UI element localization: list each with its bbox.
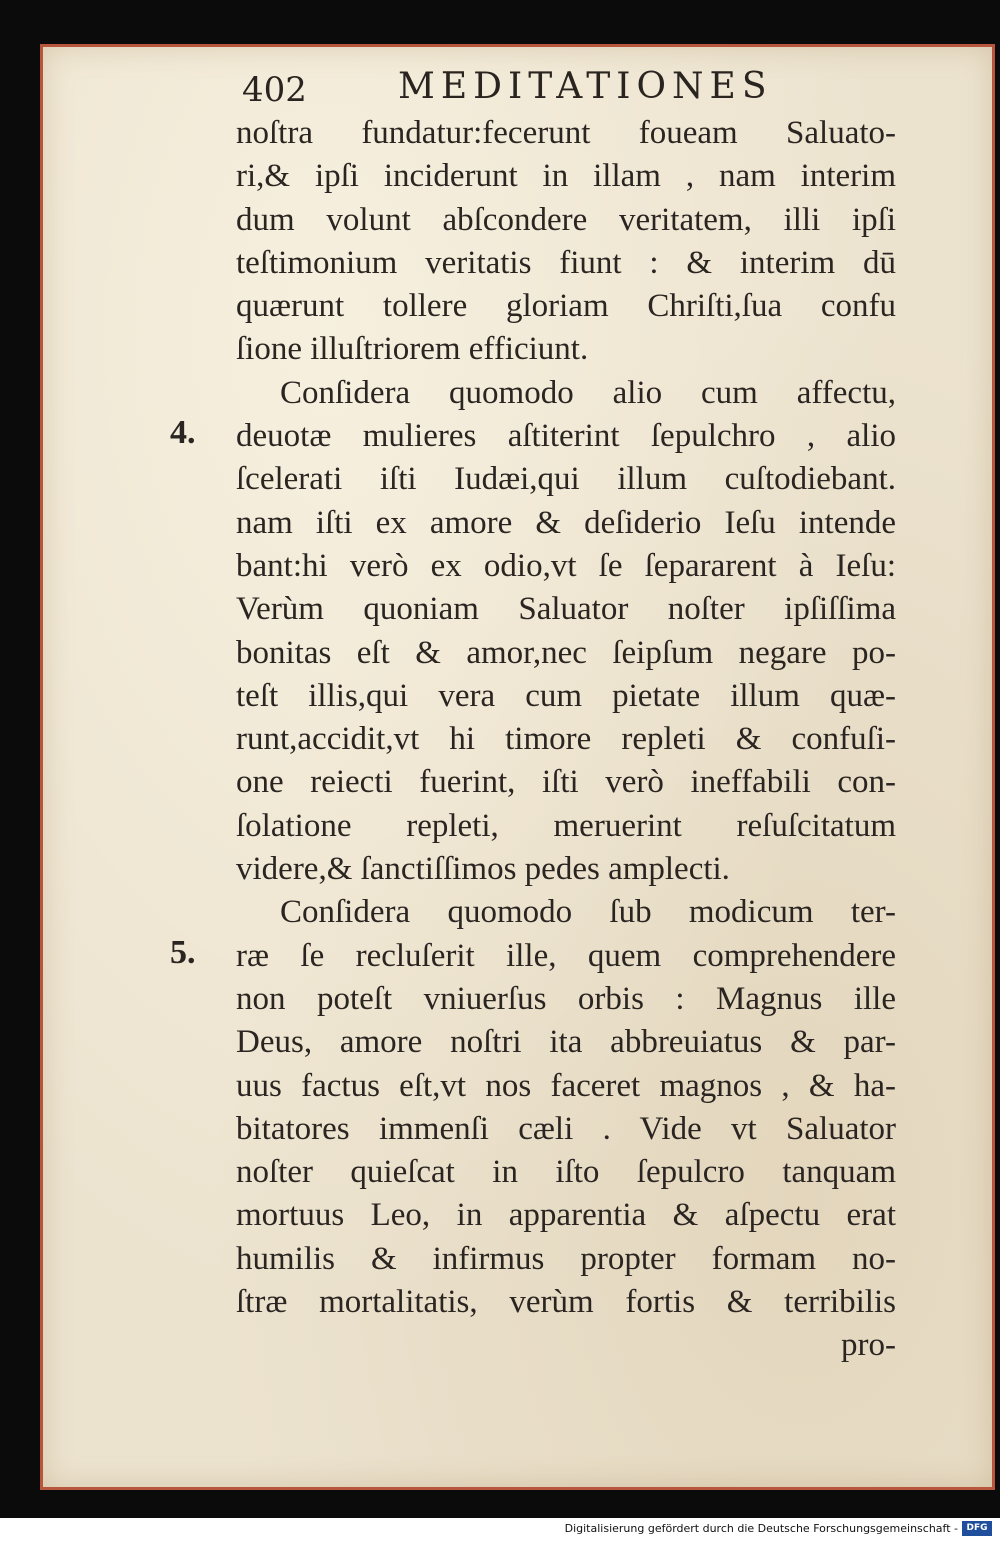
text-line: uus factus eſt,vt nos faceret magnos , & ha- bbox=[236, 1067, 896, 1104]
text-line: deuotæ mulieres aſtiterint ſepulchro , alio bbox=[236, 418, 896, 455]
text-line: ſtræ mortalitatis, verùm fortis & terribilis bbox=[236, 1284, 896, 1321]
text-line: ſcelerati iſti Iudæi,qui illum cuſtodiebant. bbox=[236, 461, 896, 498]
text-line: mortuus Leo, in apparentia & aſpectu erat bbox=[236, 1197, 896, 1234]
text-line: bonitas eſt & amor,nec ſeipſum negare po- bbox=[236, 634, 896, 671]
text-line: runt,accidit,vt hi timore repleti & confuſi- bbox=[236, 721, 896, 758]
text-line: Deus, amore noſtri ita abbreuiatus & par- bbox=[236, 1024, 896, 1061]
body-text bbox=[236, 112, 896, 1368]
text-line: bant:hi verò ex odio,vt ſe ſepararent à Ieſu: bbox=[236, 547, 896, 584]
text-line: noſtra fundatur:fecerunt foueam Saluato- bbox=[236, 115, 896, 151]
catchword: pro- bbox=[841, 1327, 896, 1364]
text-line: ſolatione repleti, meruerint reſuſcitatum bbox=[236, 807, 896, 844]
text-line: teſt illis,qui vera cum pietate illum quæ- bbox=[236, 677, 896, 714]
text-line: ſione illuſtriorem efficiunt. bbox=[236, 331, 589, 368]
text-line: Verùm quoniam Saluator noſter ipſiſſima bbox=[236, 591, 896, 628]
text-line: teſtimonium veritatis fiunt : & interim dū bbox=[236, 244, 896, 281]
text-line: nam iſti ex amore & deſiderio Ieſu intende bbox=[236, 504, 896, 541]
text-line: Conſidera quomodo alio cum affectu, bbox=[280, 374, 896, 411]
text-line: dum volunt abſcondere veritatem, illi ipſi bbox=[236, 201, 896, 238]
page-header bbox=[230, 66, 930, 116]
text-line: noſter quieſcat in iſto ſepulcro tanquam bbox=[236, 1154, 896, 1191]
text-line: humilis & infirmus propter formam no- bbox=[236, 1240, 896, 1277]
text-line: videre,& ſanctiſſimos pedes amplecti. bbox=[236, 851, 730, 888]
running-head: MEDITATIONES bbox=[398, 66, 773, 107]
text-line: ri,& ipſi inciderunt in illam , nam interim bbox=[236, 158, 896, 195]
text-line: Conſidera quomodo ſub modicum ter- bbox=[280, 894, 896, 931]
meditation-number-5: 5. bbox=[170, 934, 196, 971]
meditation-number-4: 4. bbox=[170, 414, 196, 451]
text-line: non poteſt vniuerſus orbis : Magnus ille bbox=[236, 980, 896, 1017]
digitization-footer bbox=[0, 1518, 1000, 1541]
text-line: one reiecti fuerint, iſti verò ineffabili con- bbox=[236, 764, 896, 801]
text-line: ræ ſe recluſerit ille, quem comprehendere bbox=[236, 937, 896, 974]
funding-credit: Digitalisierung gefördert durch die Deutsche Forschungsgemeinschaft - bbox=[564, 1522, 958, 1535]
dfg-logo: DFG bbox=[962, 1521, 992, 1536]
text-line: quærunt tollere gloriam Chriſti,ſua confu bbox=[236, 288, 896, 325]
text-line: bitatores immenſi cæli . Vide vt Saluator bbox=[236, 1110, 896, 1147]
page-number: 402 bbox=[242, 70, 307, 110]
